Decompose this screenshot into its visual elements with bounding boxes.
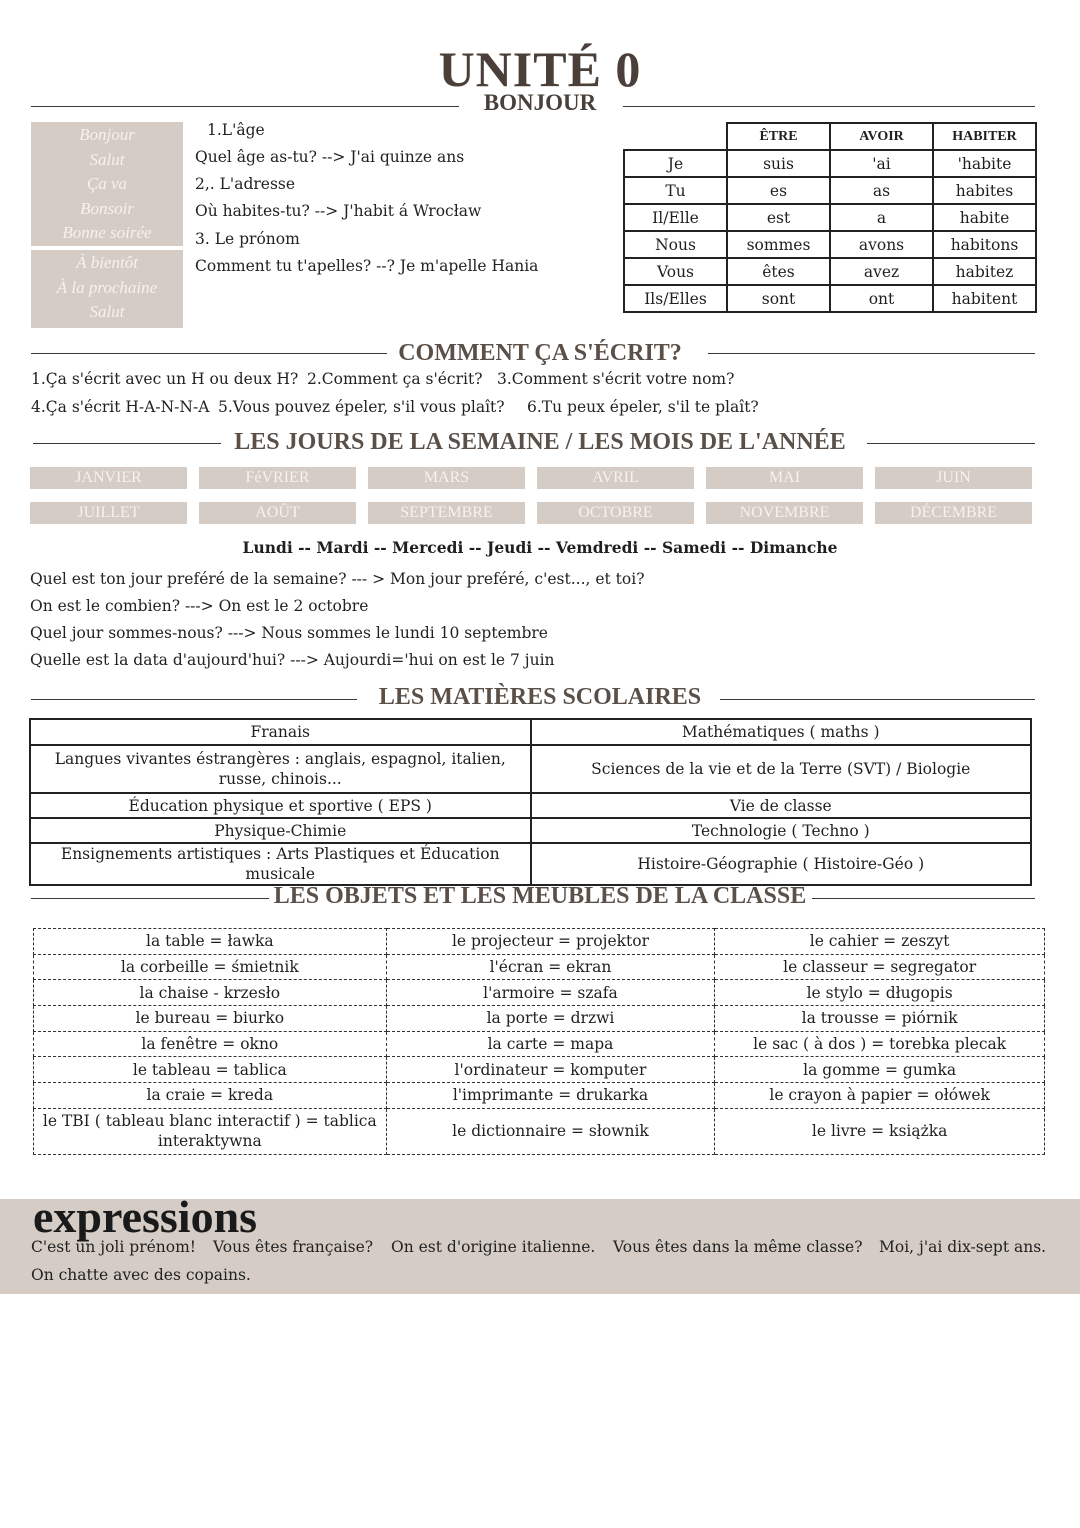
table-cell: la gomme = gumka: [715, 1057, 1045, 1083]
table-cell: avons: [830, 231, 933, 258]
table-cell: la trousse = piórnik: [715, 1006, 1045, 1032]
spelling-phrase: 3.Comment s'écrit votre nom?: [497, 370, 735, 388]
table-cell: Mathématiques ( maths ): [531, 719, 1032, 745]
table-cell: sont: [727, 285, 830, 312]
table-row: [624, 150, 1036, 177]
month-label: AOÛT: [199, 502, 356, 524]
table-cell: l'écran = ekran: [386, 954, 715, 980]
question-line: Où habites-tu? --> J'habit á Wrocław: [195, 202, 482, 220]
month-label: JUILLET: [30, 502, 187, 524]
section-title-objects: LES OBJETS ET LES MEUBLES DE LA CLASSE: [273, 883, 807, 909]
table-row: [34, 1108, 1045, 1154]
table-header-row: [624, 123, 1036, 150]
table-cell: le livre = książka: [715, 1108, 1045, 1154]
section-title-spelling: COMMENT ÇA S'ÉCRIT?: [398, 340, 682, 366]
greetings-box-1: [31, 122, 183, 246]
expressions-title: expressions: [33, 1191, 258, 1242]
table-header: ÊTRE: [727, 123, 830, 150]
table-row: [34, 1006, 1045, 1032]
pronoun-cell: Ils/Elles: [624, 285, 727, 312]
calendar-sentence: Quel est ton jour preféré de la semaine? --- > Mon jour preféré, c'est..., et toi?: [30, 570, 645, 588]
greeting: Ça va: [86, 174, 128, 193]
table-cell: le dictionnaire = słownik: [386, 1108, 715, 1154]
table-cell: habitez: [933, 258, 1036, 285]
expression-phrase: Vous êtes dans la même classe?: [613, 1238, 863, 1256]
expression-phrase: Vous êtes française?: [213, 1238, 374, 1256]
table-row: [34, 1083, 1045, 1109]
table-cell: a: [830, 204, 933, 231]
question-line: Quel âge as-tu? --> J'ai quinze ans: [195, 148, 465, 166]
pronoun-cell: Il/Elle: [624, 204, 727, 231]
expression-phrase: On chatte avec des copains.: [31, 1266, 251, 1284]
table-cell: 'habite: [933, 150, 1036, 177]
month-label: MARS: [368, 467, 525, 489]
greeting: Salut: [89, 302, 125, 321]
table-cell: la fenêtre = okno: [34, 1031, 387, 1057]
spelling-phrase: 5.Vous pouvez épeler, s'il vous plaît?: [218, 398, 505, 416]
table-cell: la corbeille = śmietnik: [34, 954, 387, 980]
pronoun-cell: Tu: [624, 177, 727, 204]
month-label: AVRIL: [537, 467, 694, 489]
table-row: [30, 793, 1031, 818]
table-cell: Langues vivantes éstrangères : anglais, espagnol, italien, russe, chinois...: [30, 745, 531, 793]
greeting: Bonjour: [79, 125, 135, 144]
page-subtitle: BONJOUR: [483, 90, 597, 115]
table-cell: Physique-Chimie: [30, 818, 531, 843]
table-cell: l'imprimante = drukarka: [386, 1083, 715, 1109]
table-cell: Éducation physique et sportive ( EPS ): [30, 793, 531, 818]
greetings-box-2: [31, 250, 183, 328]
table-row: [30, 745, 1031, 793]
spelling-phrase: 2.Comment ça s'écrit?: [307, 370, 483, 388]
greeting: À bientôt: [76, 253, 138, 272]
table-cell: l'ordinateur = komputer: [386, 1057, 715, 1083]
pronoun-cell: Vous: [624, 258, 727, 285]
table-cell: Sciences de la vie et de la Terre (SVT) / Biologie: [531, 745, 1032, 793]
page-title: UNITÉ 0: [438, 41, 642, 97]
pronoun-cell: Nous: [624, 231, 727, 258]
table-cell: la table = ławka: [34, 929, 387, 955]
subjects-table: [29, 718, 1032, 886]
table-row: [30, 843, 1031, 885]
table-header: HABITER: [933, 123, 1036, 150]
table-row: [34, 980, 1045, 1006]
table-cell: habites: [933, 177, 1036, 204]
table-cell: le cahier = zeszyt: [715, 929, 1045, 955]
expression-phrase: On est d'origine italienne.: [391, 1238, 596, 1256]
table-cell: le TBI ( tableau blanc interactif ) = tablica interaktywna: [34, 1108, 387, 1154]
table-cell: Vie de classe: [531, 793, 1032, 818]
month-label: SEPTEMBRE: [368, 502, 525, 524]
table-cell: Franais: [30, 719, 531, 745]
table-cell: le sac ( à dos ) = torebka plecak: [715, 1031, 1045, 1057]
table-cell: habitons: [933, 231, 1036, 258]
spelling-phrase: 1.Ça s'écrit avec un H ou deux H?: [31, 370, 299, 388]
table-row: [34, 929, 1045, 955]
table-cell: l'armoire = szafa: [386, 980, 715, 1006]
table-cell: ont: [830, 285, 933, 312]
table-row: [30, 719, 1031, 745]
table-header: AVOIR: [830, 123, 933, 150]
calendar-sentence: Quel jour sommes-nous? ---> Nous sommes le lundi 10 septembre: [30, 624, 548, 642]
verb-conjugation-table: [623, 122, 1037, 313]
table-cell: la porte = drzwi: [386, 1006, 715, 1032]
greeting: Bonsoir: [80, 198, 134, 218]
table-row: [624, 177, 1036, 204]
greeting: À la prochaine: [56, 277, 158, 297]
month-label: NOVEMBRE: [706, 502, 863, 524]
question-line: Comment tu t'apelles? --? Je m'apelle Hania: [195, 257, 539, 275]
month-label: JANVIER: [30, 467, 187, 489]
table-cell: es: [727, 177, 830, 204]
table-cell: Ensignements artistiques : Arts Plastiques et Éducation musicale: [30, 843, 531, 885]
table-row: [624, 204, 1036, 231]
calendar-sentence: On est le combien? ---> On est le 2 octobre: [30, 597, 369, 615]
table-cell: est: [727, 204, 830, 231]
expression-phrase: Moi, j'ai dix-sept ans.: [879, 1238, 1047, 1256]
table-cell: la craie = kreda: [34, 1083, 387, 1109]
table-cell: le classeur = segregator: [715, 954, 1045, 980]
table-cell: la chaise - krzesło: [34, 980, 387, 1006]
question-heading: 3. Le prónom: [195, 230, 300, 248]
table-corner: [624, 123, 727, 150]
table-row: [30, 818, 1031, 843]
calendar-sentence: Quelle est la data d'aujourd'hui? ---> Aujourdi='hui on est le 7 juin: [30, 651, 555, 669]
table-cell: habitent: [933, 285, 1036, 312]
spelling-phrase: 4.Ça s'écrit H-A-N-N-A: [31, 398, 210, 416]
month-label: DÉCEMBRE: [875, 502, 1032, 524]
month-label: MAI: [706, 467, 863, 489]
table-cell: Technologie ( Techno ): [531, 818, 1032, 843]
table-cell: as: [830, 177, 933, 204]
table-cell: habite: [933, 204, 1036, 231]
section-title-subjects: LES MATIÈRES SCOLAIRES: [378, 684, 702, 710]
table-cell: le projecteur = projektor: [386, 929, 715, 955]
table-row: [624, 285, 1036, 312]
table-row: [34, 1031, 1045, 1057]
objects-table: [33, 928, 1045, 1155]
table-cell: le crayon à papier = ołówek: [715, 1083, 1045, 1109]
greeting: Salut: [89, 149, 125, 169]
expression-phrase: C'est un joli prénom!: [31, 1238, 197, 1256]
pronoun-cell: Je: [624, 150, 727, 177]
table-cell: le bureau = biurko: [34, 1006, 387, 1032]
table-cell: êtes: [727, 258, 830, 285]
table-cell: suis: [727, 150, 830, 177]
table-row: [34, 954, 1045, 980]
month-label: OCTOBRE: [537, 502, 694, 524]
weekdays-line: Lundi -- Mardi -- Mercedi -- Jeudi -- Vemdredi -- Samedi -- Dimanche: [242, 538, 838, 557]
table-row: [624, 258, 1036, 285]
table-cell: le tableau = tablica: [34, 1057, 387, 1083]
table-cell: Histoire-Géographie ( Histoire-Géo ): [531, 843, 1032, 885]
month-label: JUIN: [875, 467, 1032, 489]
table-row: [624, 231, 1036, 258]
table-cell: le stylo = długopis: [715, 980, 1045, 1006]
month-label: FéVRIER: [199, 467, 356, 489]
table-cell: 'ai: [830, 150, 933, 177]
table-cell: sommes: [727, 231, 830, 258]
question-heading: 2,. L'adresse: [195, 175, 296, 193]
table-row: [34, 1057, 1045, 1083]
table-cell: avez: [830, 258, 933, 285]
section-title-calendar: LES JOURS DE LA SEMAINE / LES MOIS DE L'ANNÉE: [234, 429, 846, 455]
table-cell: la carte = mapa: [386, 1031, 715, 1057]
question-heading: 1.L'âge: [207, 121, 265, 139]
greeting: Bonne soirée: [62, 223, 152, 242]
spelling-phrase: 6.Tu peux épeler, s'il te plaît?: [527, 398, 759, 416]
